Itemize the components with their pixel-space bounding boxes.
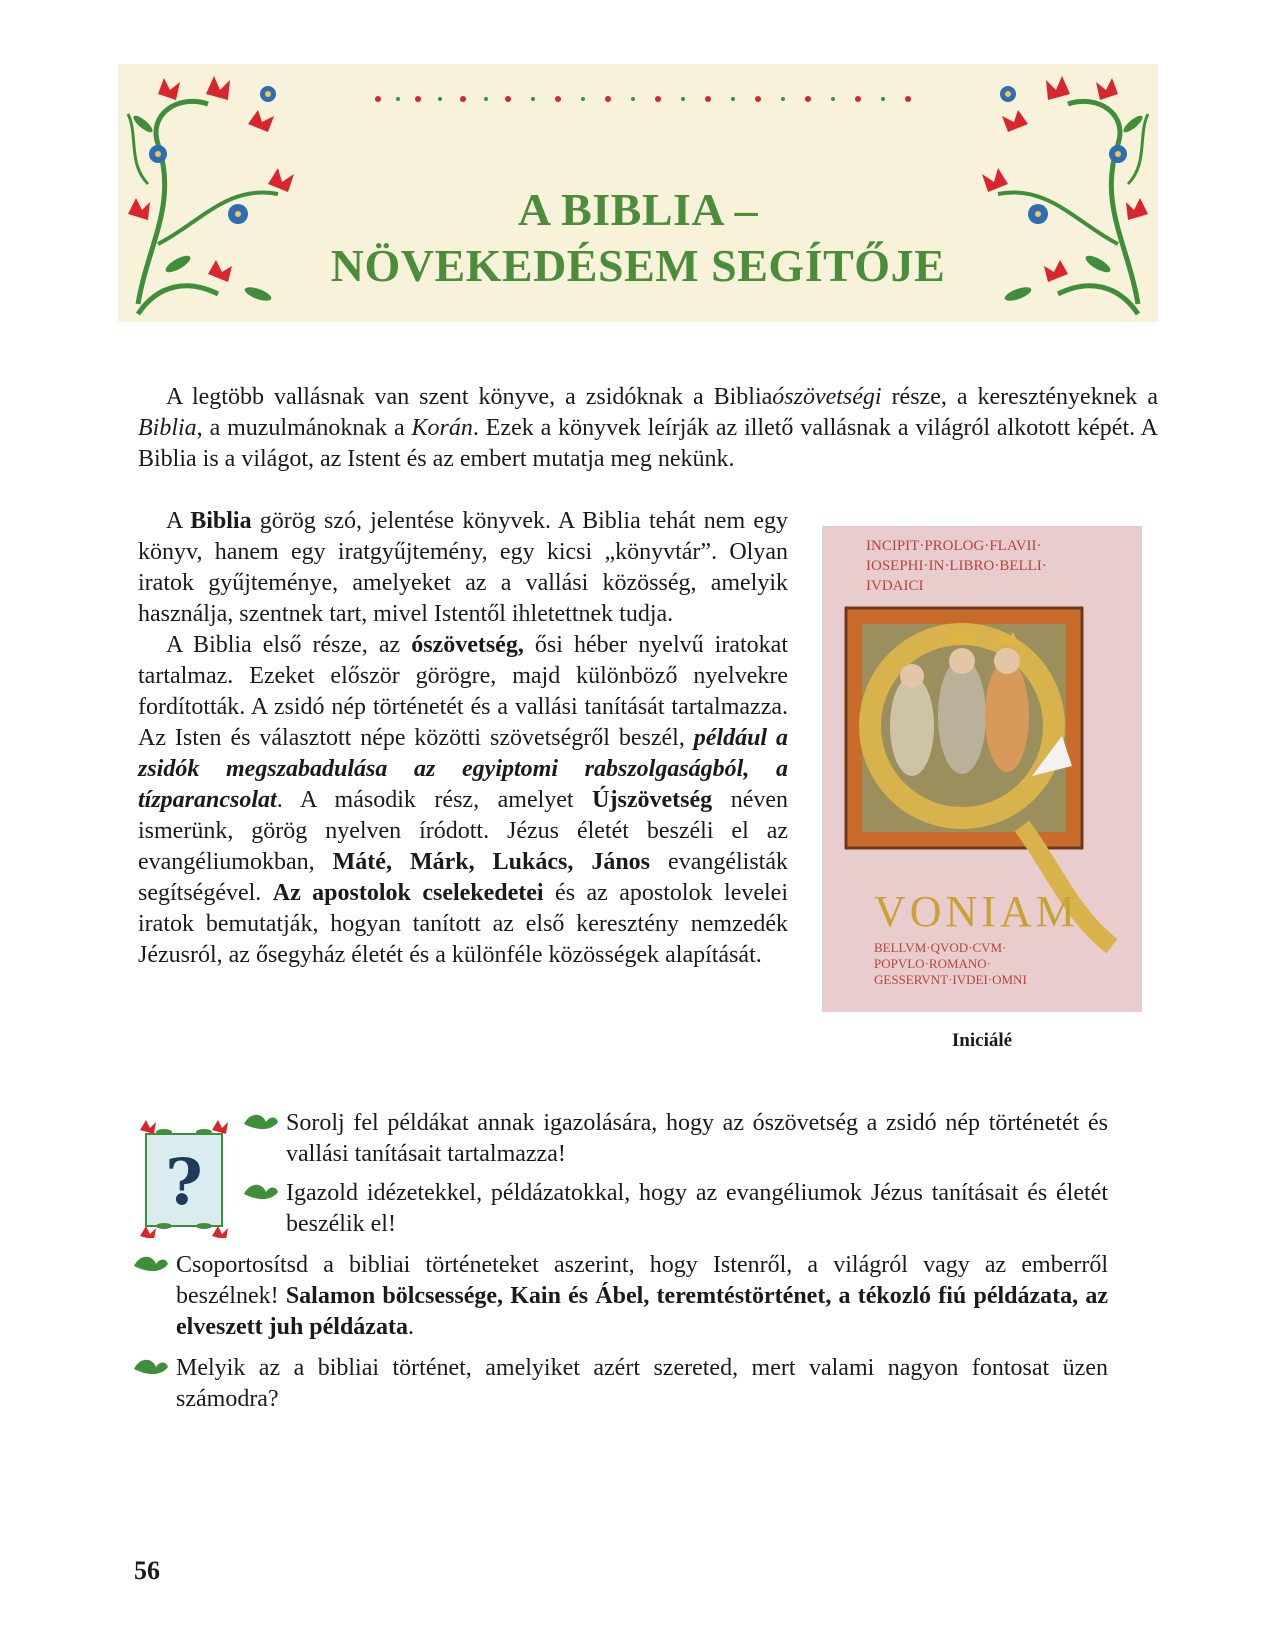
manuscript-text: GESSERVNT·IVDEI·OMNI [874,972,1027,987]
text-run: például a zsidók megszabadulása az egyiptomi rabszolgaságból, a tízparancsolat [138,725,788,813]
task-list-upper [286,1108,1108,1240]
text-run: ószövetségi [772,384,882,410]
task-text: Sorolj fel példákat annak igazolására, hogy az ószövetség a zsidó nép történetét és vallási tanításait tartalmazza! [286,1110,1108,1167]
text-run: ószövetség, [411,632,524,658]
text-run: . Ezek a könyvek leírják az illető vallásnak a világról alkotott képét. A Biblia is a világot, az Istent és az embert mutatja meg nekünk. [138,415,1159,472]
text-run: Az apostolok cselekedetei [272,880,544,906]
text-run: , a muzulmánoknak a [196,415,412,441]
intro-paragraph [138,382,1158,475]
question-ornament [134,1120,234,1238]
floral-ornament-right [978,64,1158,322]
page-title [288,182,988,294]
text-run: része, a keresztényeknek a [881,384,1158,410]
text-run: . A második rész, amelyet [276,787,593,813]
leaf-bullet-icon [242,1180,280,1204]
task-text: Igazold idézetekkel, példázatokkal, hogy az evangéliumok Jézus tanításait és életét beszélik el! [286,1180,1108,1237]
text-run: A [166,508,191,534]
text-run: és az apostolok levelei iratok bemutatják, hogyan tanított az első keresztény nemzedék Jézusról, az ősegyház életét és a különféle közösségek alapítását. [138,880,788,968]
leaf-bullet-icon [132,1355,170,1379]
text-run: Korán [411,415,473,441]
manuscript-text: IOSEPHI·IN·LIBRO·BELLI· [866,558,1047,574]
question-mark-icon: ? [165,1145,203,1220]
text-run: görög szó, jelentése könyvek. A Biblia tehát nem egy könyv, hanem egy iratgyűjtemény, egy kicsi „könyvtár”. Olyan iratok gyűjteménye, amelyeket az a vallási közösség, amelyik használja, szentnek tart, mivel Istentől ihletettnek tudja. [138,508,788,627]
text-run: Biblia [190,508,252,534]
task-text-bold: Salamon bölcsessége, Kain és Ábel, teremtéstörténet, a tékozló fiú példázata, az elveszett juh példázata [176,1283,1108,1340]
task-text: Csoportosítsd a bibliai történeteket aszerint, hogy Istenről, a világról vagy az emberről beszélnek! [176,1252,1108,1309]
text-run: Biblia [138,415,197,441]
title-line-2: NÖVEKEDÉSEM SEGÍTŐJE [330,240,946,291]
manuscript-text: IVDAICI [866,578,924,594]
narrow-column [138,506,788,971]
floral-ornament-left [118,64,298,322]
text-run: néven ismerünk, görög nyelven íródott. Jézus életét beszéli el az evangéliumokban, [138,787,788,875]
text-run: A Biblia első része, az [166,632,412,658]
text-run: evangélisták segítségével. [138,849,788,906]
page-number: 56 [134,1556,160,1585]
task-item [176,1353,1108,1415]
paragraph-oszovetseg [138,630,788,971]
task-item [286,1178,1108,1240]
task-item [286,1108,1108,1170]
leaf-bullet-icon [242,1110,280,1134]
manuscript-capitals: VONIAM [874,887,1079,936]
manuscript-text: BELLVM·QVOD·CVM· [874,940,1007,955]
paragraph-biblia [138,506,788,630]
manuscript-illustration [822,526,1142,1012]
text-run: Újszövetség [592,787,713,813]
header-banner [118,64,1158,322]
text-run: Máté, Márk, Lukács, János [332,849,651,875]
leaf-bullet-icon [132,1252,170,1276]
task-text: Melyik az a bibliai történet, amelyiket azért szereted, mert valami nagyon fontosat üzen számodra? [176,1355,1108,1412]
text-run: A legtöbb vallásnak van szent könyve, a zsidóknak a Biblia [166,384,773,410]
text-run: ősi héber nyelvű iratokat tartalmaz. Ezeket először görögre, majd különböző nyelvekre fordították. A zsidó nép történetét és a vallási tanítását tartalmazza. Az Isten és választott népe közötti szövetségről beszél, [138,632,788,751]
dotted-border [368,92,928,106]
task-text: . [407,1314,414,1340]
task-list-lower [176,1250,1108,1415]
title-line-1: A BIBLIA – [517,184,759,235]
task-item [176,1250,1108,1343]
manuscript-text: INCIPIT·PROLOG·FLAVII· [866,538,1042,554]
figure-caption: Iniciálé [951,1030,1013,1051]
manuscript-text: POPVLO·ROMANO· [874,956,992,971]
